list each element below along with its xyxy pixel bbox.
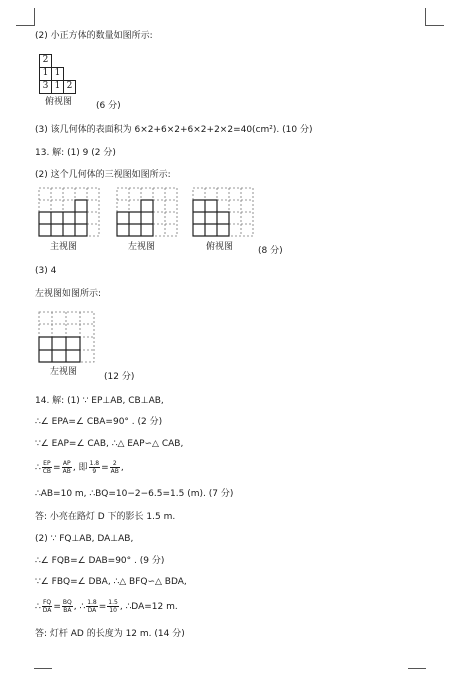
- score-label: (12 分): [104, 372, 135, 382]
- fraction-denominator: CB: [42, 468, 52, 475]
- fraction-denominator: DA: [87, 607, 97, 614]
- text-line: ∴∠ EPA=∠ CBA=90° . (2 分): [35, 417, 163, 427]
- figure-caption: 左视图: [128, 242, 156, 252]
- grid-number: 1: [54, 81, 61, 91]
- fraction: [89, 460, 101, 475]
- fraction: [62, 599, 73, 614]
- figure-caption: 俯视图: [45, 97, 73, 107]
- fraction: [86, 599, 98, 614]
- text-line: 答: 小亮在路灯 D 下的影长 1.5 m.: [35, 512, 176, 522]
- grid-number: 2: [66, 81, 73, 91]
- text-line: (2) 小正方体的数量如图所示:: [35, 31, 153, 41]
- grid-number: 3: [42, 81, 49, 91]
- fraction-line: [35, 460, 124, 475]
- crop-mark-top-right-v: [425, 8, 426, 26]
- text-line: ∴∠ FQB=∠ DAB=90° . (9 分): [35, 556, 165, 566]
- fraction-denominator: 9: [92, 468, 97, 475]
- fraction-suffix: , ∴DA=12 m.: [119, 602, 178, 612]
- fraction: [110, 460, 120, 475]
- fraction-numerator: FQ: [42, 599, 52, 606]
- figure-caption: 左视图: [50, 367, 78, 377]
- text-line: ∵∠ FBQ=∠ DBA, ∴△ BFQ∽△ BDA,: [35, 577, 187, 587]
- crop-mark-bottom-left: [34, 668, 52, 669]
- top-view-grid: [192, 186, 256, 240]
- text-line: (3) 4: [35, 266, 57, 276]
- left-view-grid: [116, 186, 180, 240]
- fraction: [42, 599, 53, 614]
- text-line: 左视图如图所示:: [35, 289, 102, 299]
- fraction-connector: , 即: [72, 463, 88, 473]
- fraction-numerator: EP: [43, 460, 51, 467]
- crop-mark-top-left-h: [16, 25, 34, 26]
- text-line: ∴AB=10 m, ∴BQ=10−2−6.5=1.5 (m). (7 分): [35, 489, 234, 499]
- fraction-denominator: 10: [109, 607, 117, 614]
- fraction-numerator: 1.8: [87, 599, 97, 606]
- fraction-line: [35, 599, 178, 614]
- equals-sign: =: [101, 463, 109, 473]
- equals-sign: =: [53, 463, 61, 473]
- fraction-numerator: 2: [110, 460, 120, 468]
- text-line: 13. 解: (1) 9 (2 分): [35, 148, 116, 158]
- left-view-grid-2: [38, 310, 96, 366]
- fraction-numerator: AP: [62, 460, 71, 467]
- text-line: ∵∠ EAP=∠ CAB, ∴△ EAP∽△ CAB,: [35, 439, 184, 449]
- figure-caption: 俯视图: [206, 242, 234, 252]
- fraction-numerator: BQ: [62, 599, 72, 606]
- crop-mark-top-left-v: [34, 8, 35, 26]
- fraction-denominator: AB: [62, 468, 71, 475]
- crop-mark-bottom-right: [408, 668, 426, 669]
- text-line: (2) ∵ FQ⊥AB, DA⊥AB,: [35, 534, 134, 544]
- text-line: 14. 解: (1) ∵ EP⊥AB, CB⊥AB,: [35, 396, 164, 406]
- equals-sign: =: [53, 602, 61, 612]
- fraction-suffix: ,: [120, 463, 124, 473]
- fraction-denominator: BA: [63, 607, 72, 614]
- figure-caption: 主视图: [50, 242, 78, 252]
- fraction-prefix: ∴: [35, 463, 41, 473]
- fraction-denominator: AB: [110, 468, 119, 475]
- fraction-connector: , ∴: [73, 602, 86, 612]
- score-label: (6 分): [96, 101, 121, 111]
- crop-mark-top-right-h: [426, 25, 444, 26]
- fraction-denominator: DA: [42, 607, 52, 614]
- text-line: 答: 灯杆 AD 的长度为 12 m. (14 分): [35, 629, 185, 639]
- grid-number: 2: [42, 55, 49, 65]
- fraction: [62, 460, 72, 475]
- fraction-numerator: 1.8: [89, 460, 100, 467]
- fraction: [107, 599, 119, 614]
- equals-sign: =: [98, 602, 107, 612]
- text-line: (2) 这个几何体的三视图如图所示:: [35, 170, 171, 180]
- fraction: [42, 460, 52, 475]
- fraction-prefix: ∴: [35, 602, 41, 612]
- score-label: (8 分): [258, 246, 283, 256]
- grid-number: 1: [54, 68, 61, 78]
- fraction-numerator: 1.5: [108, 599, 118, 606]
- grid-number: 1: [42, 68, 49, 78]
- front-view-grid: [38, 186, 102, 240]
- text-line: (3) 该几何体的表面积为 6×2+6×2+6×2+2×2=40(cm²). (10 分): [35, 125, 313, 135]
